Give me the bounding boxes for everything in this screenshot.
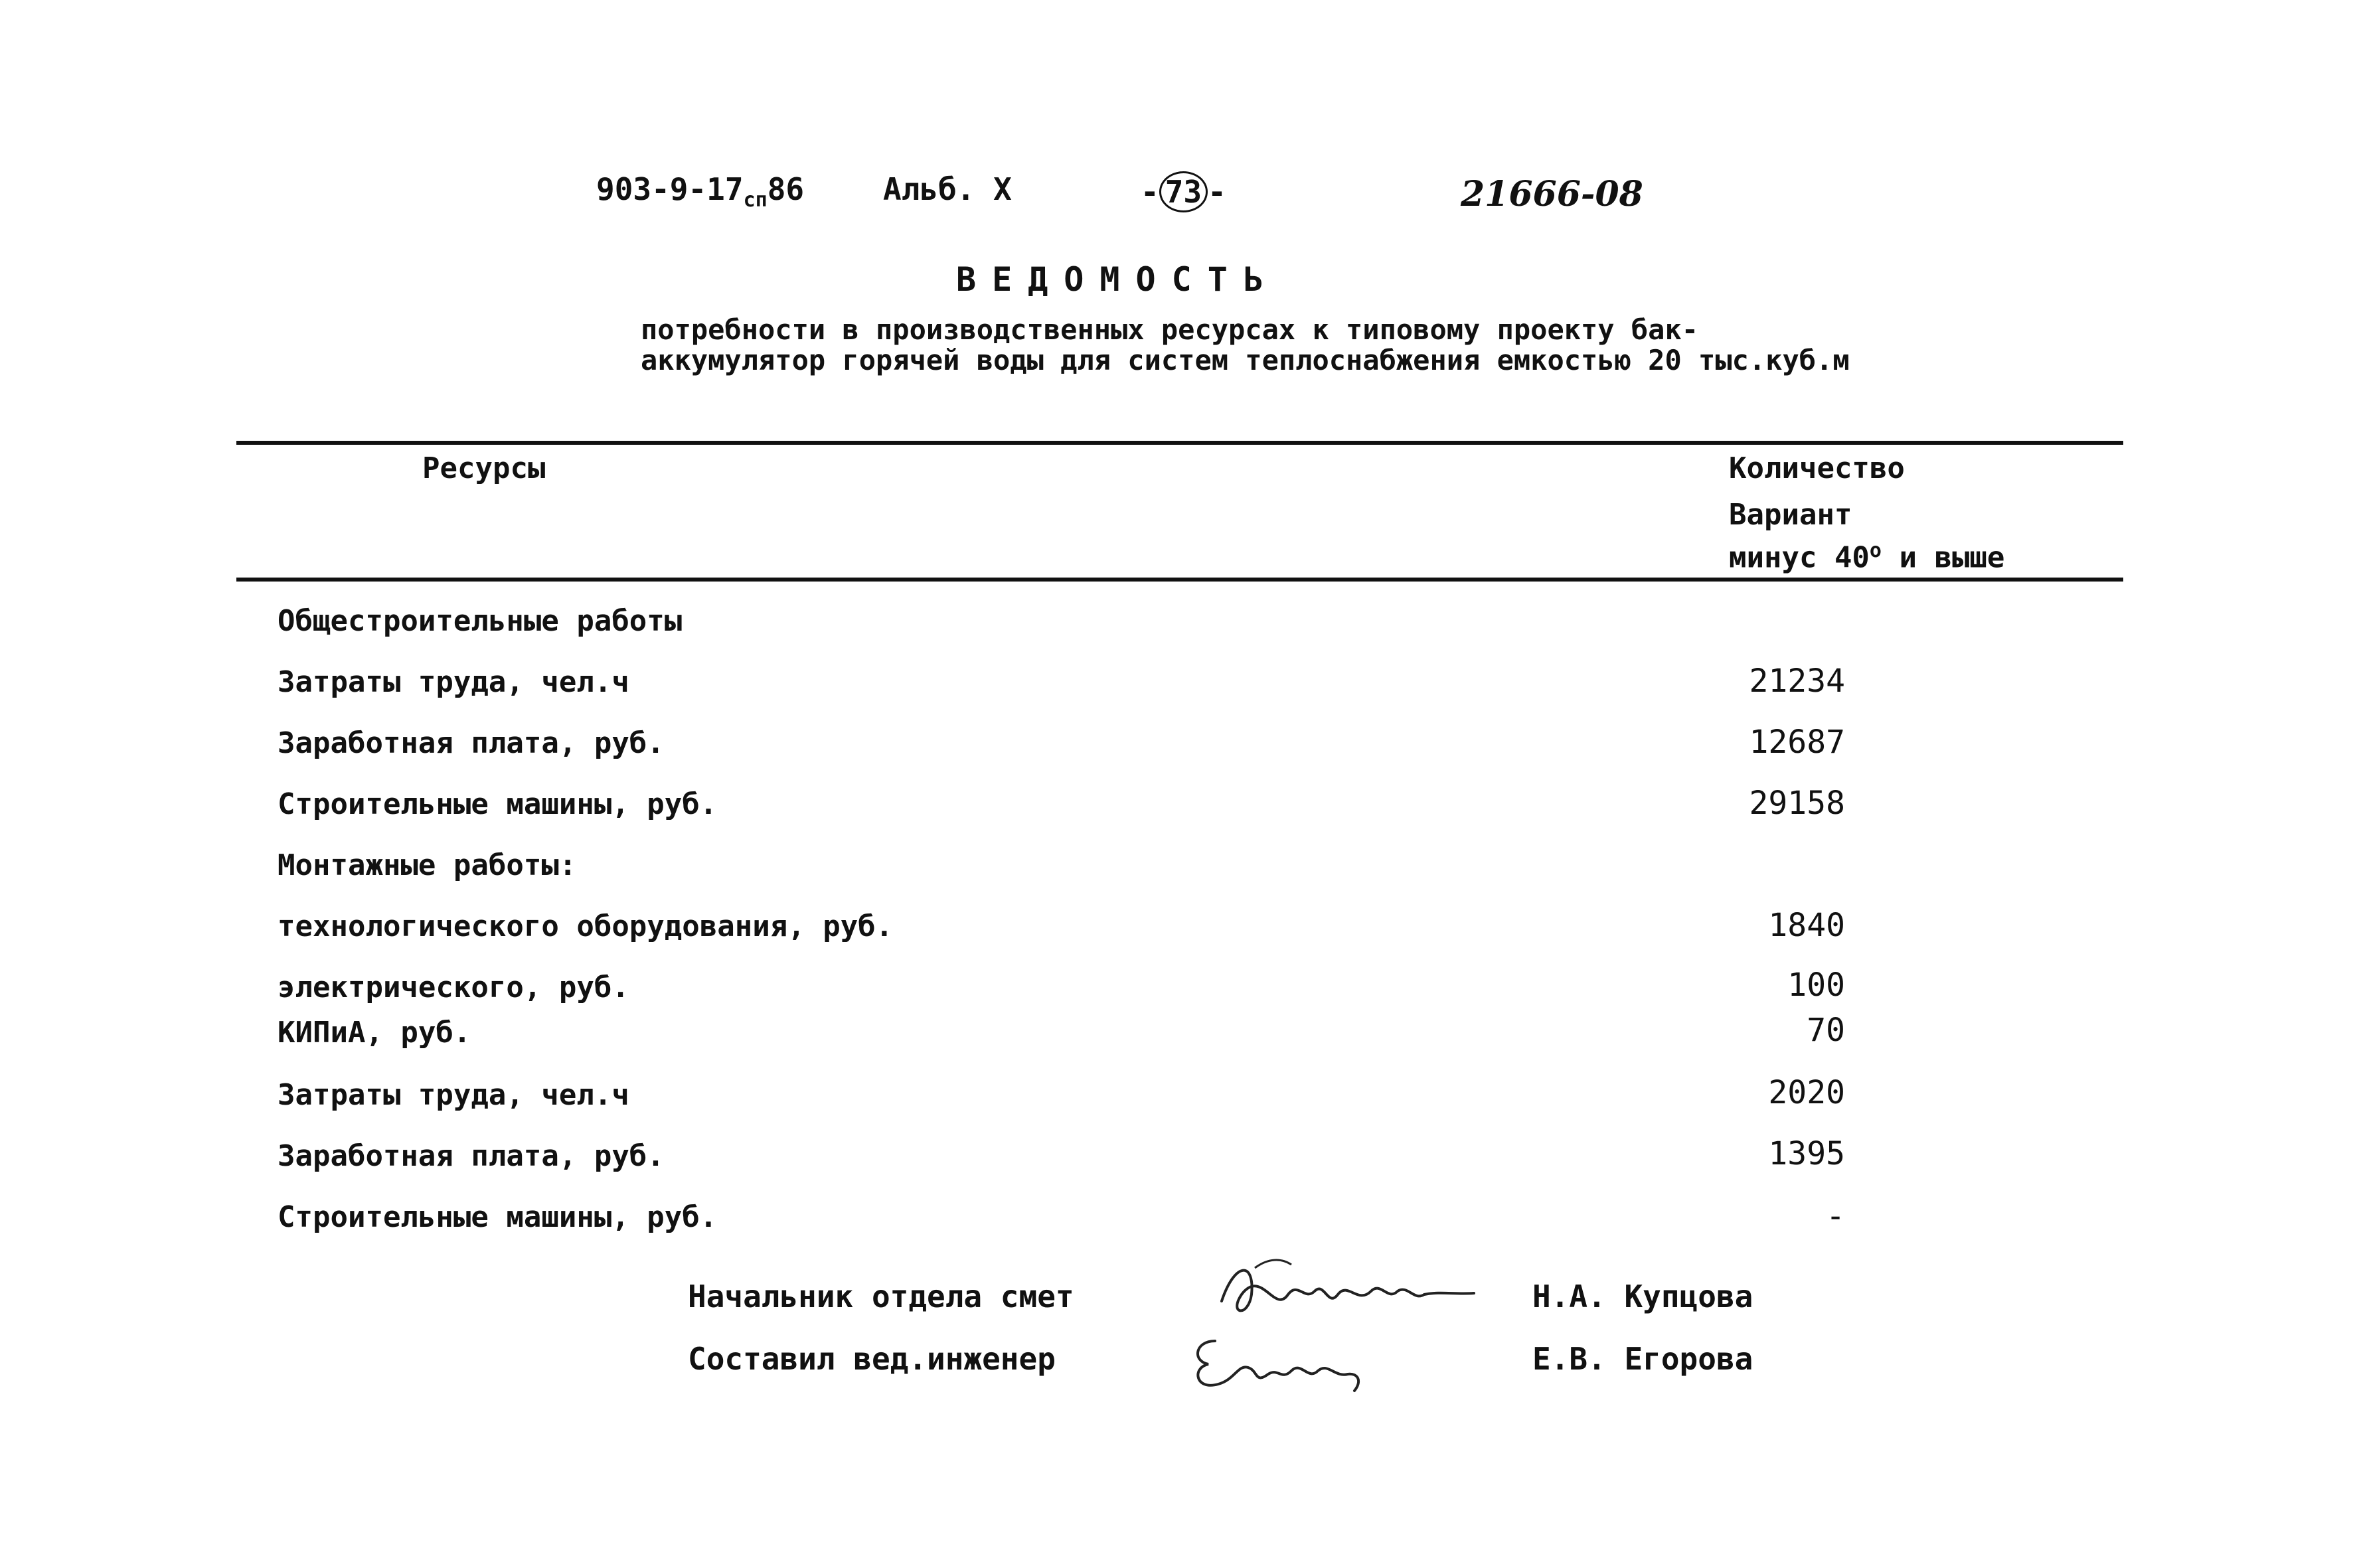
signature-title-compiler: Составил вед.инженер xyxy=(688,1341,1056,1377)
table-row-value: - xyxy=(1826,1198,1845,1235)
page-number-prefix: - xyxy=(1141,174,1159,210)
variant-detail-prefix: минус 40 xyxy=(1729,540,1870,575)
variant-detail-suffix: и выше xyxy=(1881,540,2005,575)
document-code-main: 903-9-17 xyxy=(596,171,744,207)
table-row-value: 100 xyxy=(1787,967,1845,1004)
page-title: ВЕДОМОСТЬ xyxy=(956,260,1279,299)
table-row-label: Строительные машины, руб. xyxy=(278,787,718,821)
subtitle-line-2: аккумулятор горячей воды для систем теплоснабжения емкостью 20 тыс.куб.м xyxy=(641,344,1850,376)
column-header-resources: Ресурсы xyxy=(422,451,546,485)
table-row-label: Заработная плата, руб. xyxy=(278,726,665,760)
table-row-value: 21234 xyxy=(1749,663,1845,700)
table-row-value: 29158 xyxy=(1749,785,1845,822)
signature-head xyxy=(1215,1255,1481,1328)
album-label: Альб. X xyxy=(883,171,1012,207)
table-top-rule xyxy=(236,441,2123,445)
signature-compiler xyxy=(1188,1328,1374,1401)
table-row-label: Строительные машины, руб. xyxy=(278,1200,718,1234)
table-row-value: 70 xyxy=(1807,1012,1845,1049)
table-row-value: 1395 xyxy=(1768,1135,1845,1172)
table-row-label: Общестроительные работы xyxy=(278,604,683,638)
table-row-value: 1840 xyxy=(1768,907,1845,944)
table-row-label: КИПиА, руб. xyxy=(278,1016,471,1050)
document-code xyxy=(596,171,804,212)
page-number xyxy=(1141,171,1226,212)
variant-detail-degree: о xyxy=(1869,539,1882,562)
inventory-number: 21666-08 xyxy=(1461,174,1643,214)
table-row-value: 2020 xyxy=(1768,1074,1845,1111)
table-row-value: 12687 xyxy=(1749,724,1845,761)
subtitle-line-1: потребности в производственных ресурсах к типовому проекту бак- xyxy=(641,313,1699,346)
column-header-variant: Вариант xyxy=(1729,498,1852,532)
page-number-suffix: - xyxy=(1208,174,1226,210)
signature-name-compiler: Е.В. Егорова xyxy=(1532,1341,1753,1377)
document-code-sub: сп xyxy=(743,189,768,212)
table-row-label: Затраты труда, чел.ч xyxy=(278,1078,629,1112)
document-code-year: 86 xyxy=(767,171,805,207)
signature-name-head: Н.А. Купцова xyxy=(1532,1279,1753,1314)
column-header-variant-detail xyxy=(1729,539,2004,575)
table-row-label: технологического оборудования, руб. xyxy=(278,909,894,943)
column-header-quantity: Количество xyxy=(1729,451,1905,485)
table-header-rule xyxy=(236,578,2123,582)
table-row-label: Монтажные работы: xyxy=(278,848,577,882)
table-row-label: электрического, руб. xyxy=(278,971,629,1004)
table-row-label: Заработная плата, руб. xyxy=(278,1139,665,1173)
signature-title-head: Начальник отдела смет xyxy=(688,1279,1074,1314)
table-row-label: Затраты труда, чел.ч xyxy=(278,665,629,699)
page-number-circle: 73 xyxy=(1159,171,1208,212)
